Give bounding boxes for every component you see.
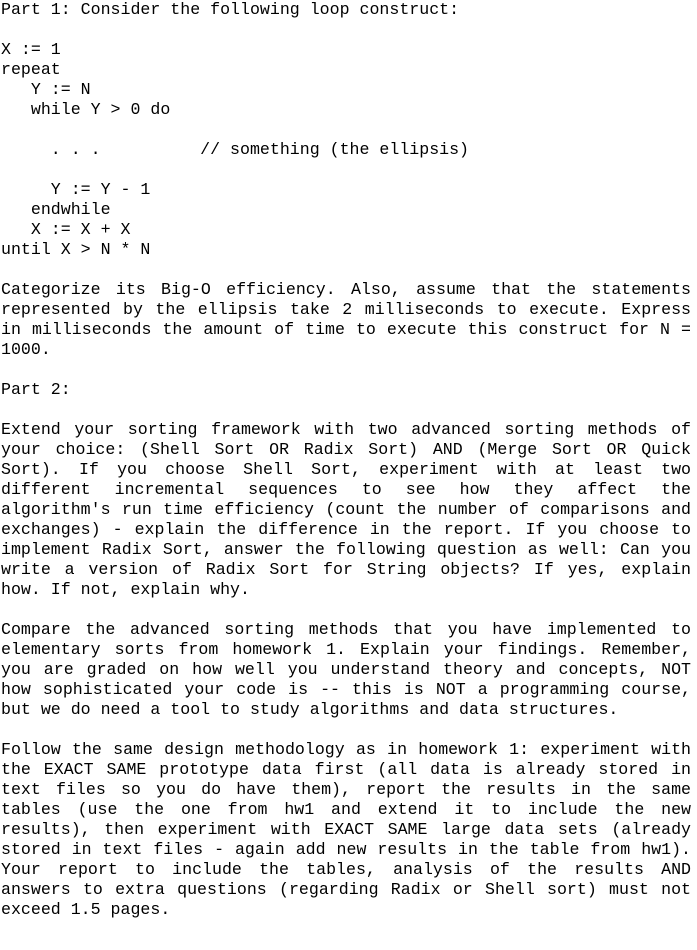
spacer bbox=[1, 20, 691, 40]
code-line-8: Y := Y - 1 bbox=[1, 180, 151, 199]
spacer bbox=[1, 720, 691, 740]
code-line-9: endwhile bbox=[1, 200, 111, 219]
part2-heading: Part 2: bbox=[1, 380, 71, 399]
spacer bbox=[1, 600, 691, 620]
assignment-document bbox=[1, 0, 691, 920]
code-line-10: X := X + X bbox=[1, 220, 131, 239]
code-line-1: X := 1 bbox=[1, 40, 61, 59]
part2-paragraph-2: Compare the advanced sorting methods that you have implemented to elementary sorts from homework 1. Explain your findings. Remember, you are graded on how well you understand theory and concepts, NOT how sophisticated your code is -- this is NOT a programming course, but we do need a tool to study algorithms and data structures. bbox=[1, 620, 691, 719]
part2-paragraph-3: Follow the same design methodology as in homework 1: experiment with the EXACT SAME prototype data first (all data is already stored in text files so you do have them), report the results in the same tables (use the one from hw1 and extend it to include the new results), then experiment with EXACT SAME large data sets (already stored in text files - again add new results in the table from hw1). Your report to include the tables, analysis of the results AND answers to extra questions (regarding Radix or Shell sort) must not exceed 1.5 pages. bbox=[1, 740, 691, 919]
loop-code-block bbox=[1, 40, 691, 260]
spacer bbox=[1, 400, 691, 420]
part1-question: Categorize its Big-O efficiency. Also, assume that the statements represented by the ellipsis take 2 milliseconds to execute. Express in milliseconds the amount of time to execute this construct for N = 1000. bbox=[1, 280, 691, 359]
spacer bbox=[1, 260, 691, 280]
spacer bbox=[1, 360, 691, 380]
code-line-11: until X > N * N bbox=[1, 240, 151, 259]
part2-paragraph-1: Extend your sorting framework with two advanced sorting methods of your choice: (Shell Sort OR Radix Sort) AND (Merge Sort OR Quick Sort). If you choose Shell Sort, experiment with at least two different incremental sequences to see how they affect the algorithm's run time efficiency (count the number of comparisons and exchanges) - explain the difference in the report. If you choose to implement Radix Sort, answer the following question as well: Can you write a version of Radix Sort for String objects? If yes, explain how. If not, explain why. bbox=[1, 420, 691, 599]
code-line-4: while Y > 0 do bbox=[1, 100, 171, 119]
part1-heading: Part 1: Consider the following loop construct: bbox=[1, 0, 460, 19]
code-line-2: repeat bbox=[1, 60, 61, 79]
code-line-7 bbox=[1, 160, 691, 180]
code-line-6: . . . // something (the ellipsis) bbox=[1, 140, 470, 159]
code-line-3: Y := N bbox=[1, 80, 91, 99]
code-line-5 bbox=[1, 120, 691, 140]
